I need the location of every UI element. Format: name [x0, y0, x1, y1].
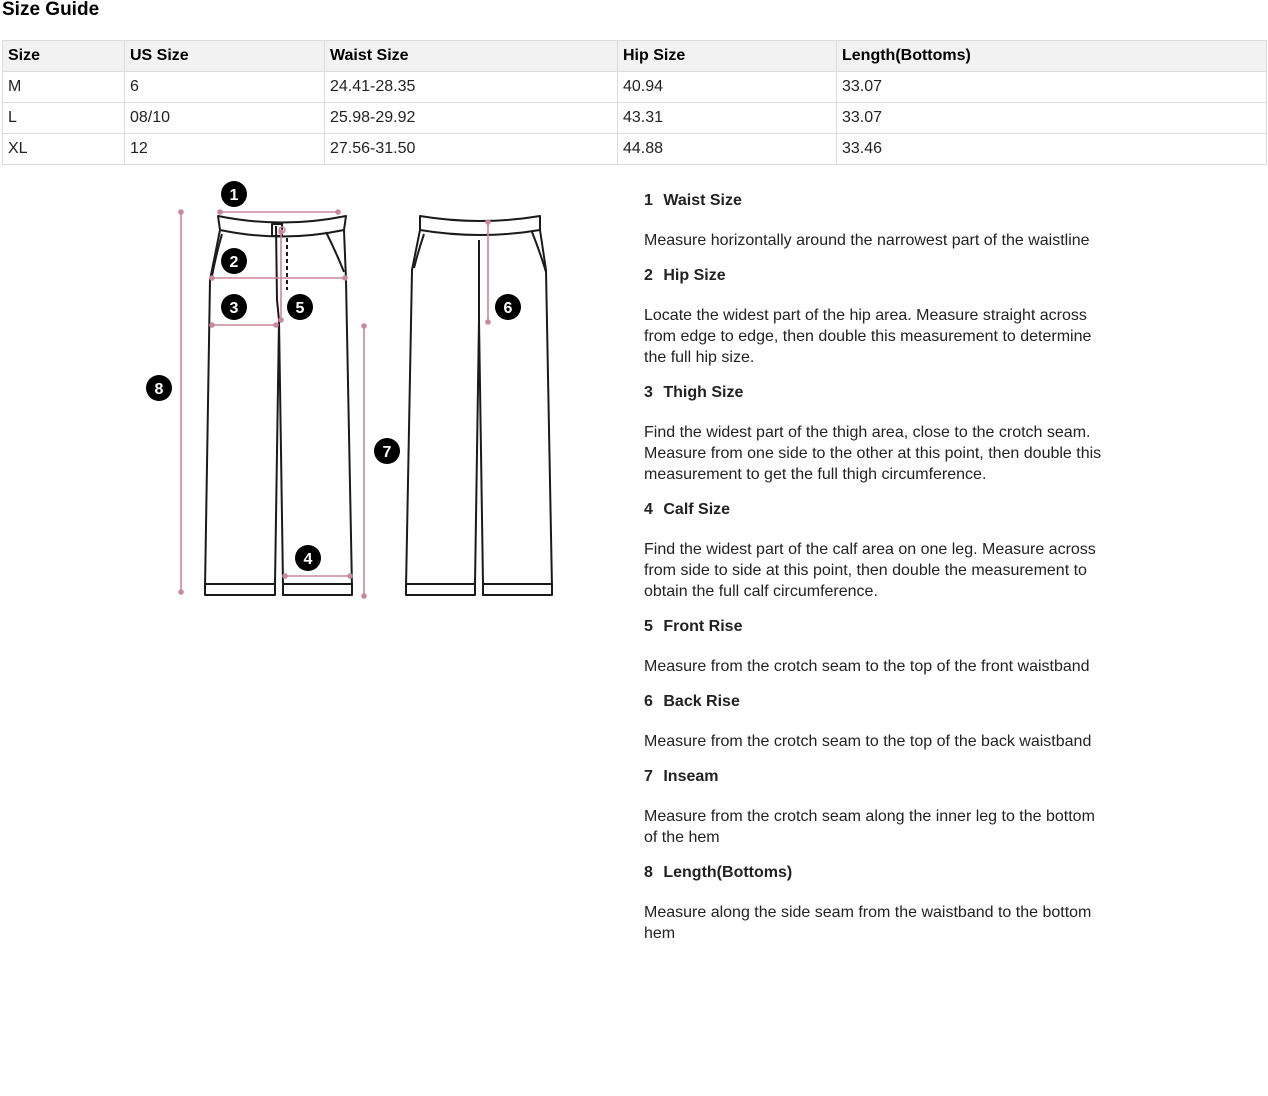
guide-item-title: Calf Size: [663, 501, 731, 518]
guide-item-number: 5: [644, 618, 653, 635]
column-header: Waist Size: [325, 41, 618, 72]
marker-2: [221, 248, 247, 274]
table-row: [3, 72, 1267, 103]
table-cell: 25.98-29.92: [325, 103, 618, 134]
table-cell: 24.41-28.35: [325, 72, 618, 103]
guide-item-description: Measure from the crotch seam to the top of the back waistband: [644, 733, 1092, 750]
table-row: [3, 103, 1267, 134]
marker-6: [495, 294, 521, 320]
svg-text:6: 6: [503, 300, 513, 317]
table-cell: 40.94: [618, 72, 837, 103]
measurement-guide: [644, 188, 1104, 956]
guide-item-hip: [644, 263, 1104, 368]
svg-text:4: 4: [303, 551, 313, 568]
svg-text:5: 5: [295, 300, 305, 317]
marker-1: [221, 181, 247, 207]
guide-item-number: 7: [644, 768, 653, 785]
table-cell: 44.88: [618, 134, 837, 165]
number-markers: [146, 181, 521, 571]
table-cell: 27.56-31.50: [325, 134, 618, 165]
table-cell: 33.07: [837, 103, 1267, 134]
svg-text:3: 3: [229, 300, 239, 317]
table-cell: 12: [125, 134, 325, 165]
marker-4: [295, 545, 321, 571]
page-title: Size Guide: [2, 0, 100, 20]
guide-item-waist: [644, 188, 1104, 251]
table-cell: 43.31: [618, 103, 837, 134]
table-cell: 08/10: [125, 103, 325, 134]
guide-item-thigh: [644, 380, 1104, 485]
guide-item-calf: [644, 497, 1104, 602]
column-header: Length(Bottoms): [837, 41, 1267, 72]
pants-front-view: [205, 216, 352, 595]
guide-item-description: Measure horizontally around the narrowest part of the waistline: [644, 232, 1090, 249]
guide-item-back-rise: [644, 689, 1104, 752]
guide-item-title: Inseam: [663, 768, 719, 785]
table-row: [3, 134, 1267, 165]
guide-item-number: 3: [644, 384, 653, 401]
pants-back-view: [406, 216, 552, 595]
table-cell: L: [3, 103, 125, 134]
guide-item-length: [644, 860, 1104, 944]
guide-item-title: Back Rise: [663, 693, 740, 710]
marker-8: [146, 375, 172, 401]
guide-item-title: Hip Size: [663, 267, 726, 284]
guide-item-description: Measure along the side seam from the waistband to the bottom hem: [644, 904, 1092, 942]
table-cell: M: [3, 72, 125, 103]
guide-item-description: Locate the widest part of the hip area. Measure straight across from edge to edge, then double this measurement to determine the full hip size.: [644, 307, 1092, 366]
table-cell: 33.46: [837, 134, 1267, 165]
table-cell: XL: [3, 134, 125, 165]
guide-item-number: 6: [644, 693, 653, 710]
guide-item-number: 1: [644, 192, 653, 209]
size-table: [2, 40, 1267, 165]
marker-7: [374, 438, 400, 464]
marker-5: [287, 294, 313, 320]
guide-item-title: Thigh Size: [663, 384, 744, 401]
guide-item-number: 8: [644, 864, 653, 881]
svg-text:1: 1: [229, 187, 239, 204]
guide-item-inseam: [644, 764, 1104, 848]
guide-item-description: Find the widest part of the calf area on one leg. Measure across from side to side at this point, then double the measurement to obtain the full calf circumference.: [644, 541, 1096, 600]
guide-item-number: 2: [644, 267, 653, 284]
guide-item-description: Find the widest part of the thigh area, close to the crotch seam. Measure from one side to the other at this point, then double this measurement to get the full thigh circumference.: [644, 424, 1102, 483]
column-header: US Size: [125, 41, 325, 72]
guide-item-title: Front Rise: [663, 618, 743, 635]
guide-item-front-rise: [644, 614, 1104, 677]
svg-text:7: 7: [382, 444, 392, 461]
guide-item-number: 4: [644, 501, 653, 518]
column-header: Size: [3, 41, 125, 72]
table-header-row: [3, 41, 1267, 72]
pants-measurement-diagram: [140, 176, 580, 606]
column-header: Hip Size: [618, 41, 837, 72]
table-cell: 6: [125, 72, 325, 103]
svg-text:2: 2: [229, 254, 239, 271]
guide-item-description: Measure from the crotch seam along the inner leg to the bottom of the hem: [644, 808, 1095, 846]
marker-3: [221, 294, 247, 320]
guide-item-description: Measure from the crotch seam to the top of the front waistband: [644, 658, 1090, 675]
guide-item-title: Length(Bottoms): [663, 864, 793, 881]
table-cell: 33.07: [837, 72, 1267, 103]
guide-item-title: Waist Size: [663, 192, 742, 209]
svg-text:8: 8: [154, 381, 164, 398]
